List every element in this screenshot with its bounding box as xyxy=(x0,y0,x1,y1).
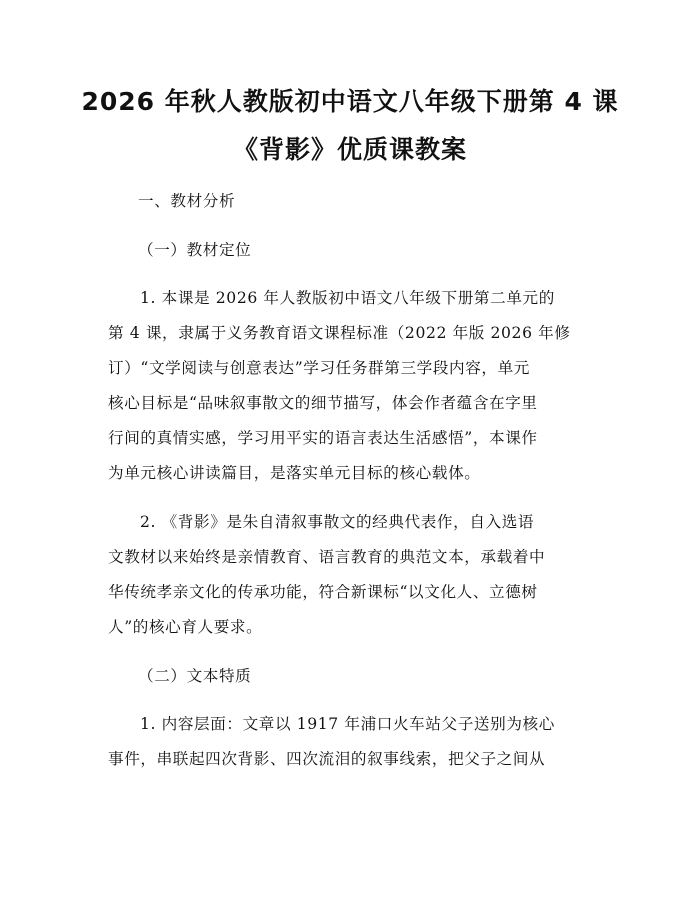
subsection-heading-text-characteristics: （二）文本特质 xyxy=(138,667,252,685)
paragraph-2-line-4: 人”的核心育人要求。 xyxy=(108,618,263,636)
paragraph-1-line-4: 核心目标是“品味叙事散文的细节描写，体会作者蕴含在字里 xyxy=(108,394,538,412)
paragraph-1-line-5: 行间的真情实感，学习用平实的语言表达生活感悟”，本课作 xyxy=(108,429,538,447)
paragraph-2-line-2: 文教材以来始终是亲情教育、语言教育的典范文本，承载着中 xyxy=(108,548,546,566)
subsection-heading-textbook-positioning: （一）教材定位 xyxy=(138,241,252,259)
paragraph-1-line-1: 1. 本课是 2026 年人教版初中语文八年级下册第二单元的 xyxy=(140,289,555,307)
paragraph-1-line-2: 第 4 课，隶属于义务教育语文课程标准（2022 年版 2026 年修 xyxy=(108,324,571,342)
paragraph-3-line-2: 事件，串联起四次背影、四次流泪的叙事线索，把父子之间从 xyxy=(108,750,546,768)
paragraph-2-line-3: 华传统孝亲文化的传承功能，符合新课标“以文化人、立德树 xyxy=(108,583,538,601)
paragraph-2-line-1: 2. 《背影》是朱自清叙事散文的经典代表作，自入选语 xyxy=(140,513,535,531)
section-heading-textbook-analysis: 一、教材分析 xyxy=(138,192,236,210)
document-title-line-1: 2026 年秋人教版初中语文八年级下册第 4 课 xyxy=(81,87,619,116)
paragraph-3-line-1: 1. 内容层面：文章以 1917 年浦口火车站父子送别为核心 xyxy=(140,715,555,733)
document-title-line-2: 《背影》优质课教案 xyxy=(232,135,467,164)
paragraph-1-line-6: 为单元核心讲读篇目，是落实单元目标的核心载体。 xyxy=(108,464,481,482)
paragraph-1-line-3: 订）“文学阅读与创意表达”学习任务群第三学段内容，单元 xyxy=(108,359,530,377)
